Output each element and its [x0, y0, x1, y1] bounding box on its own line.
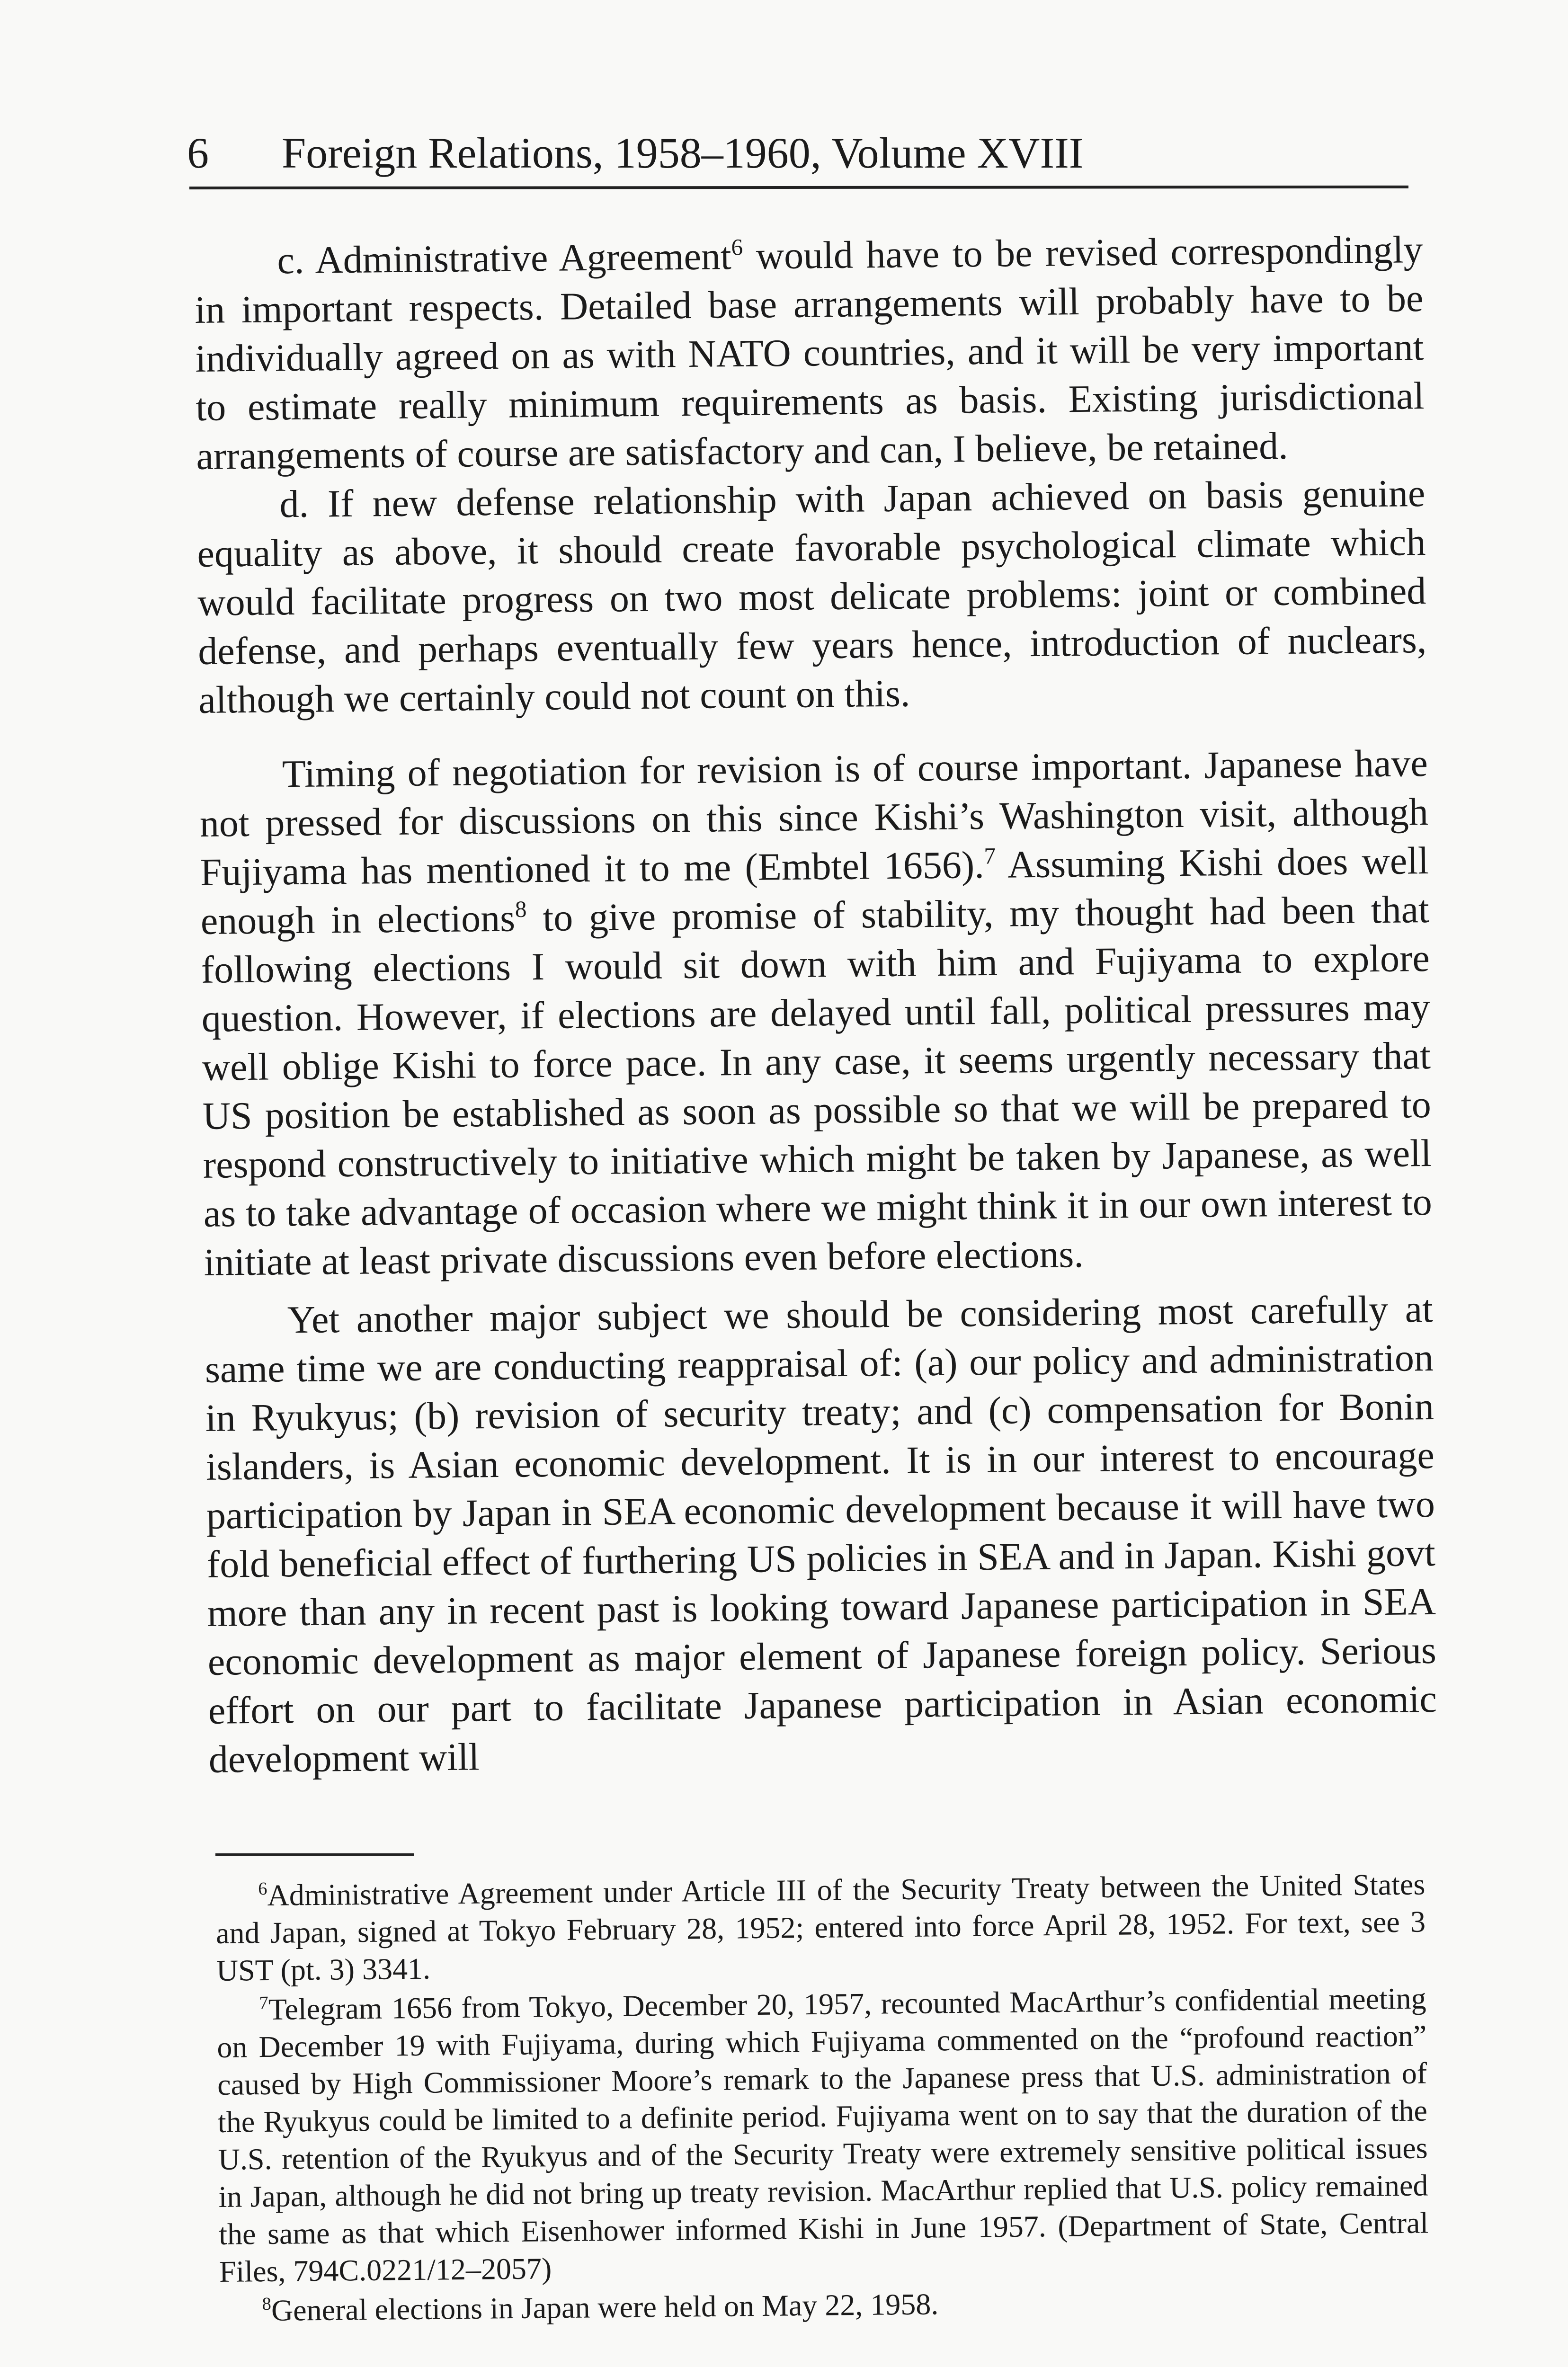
footnote-6: $^6$Administrative Agreement under Article III of the Security Treaty between the United States and Japan, signed at Tokyo February 28, 1952; entered into force April 28, 1952. For text, see 3 UST (pt. 3) 3341.: [215, 1867, 1426, 1987]
running-title: Foreign Relations, 1958–1960, Volume XVIII: [282, 129, 1084, 177]
paragraph-marker: c.: [277, 238, 304, 282]
footnote-divider: [215, 1853, 414, 1856]
paragraph-marker: d.: [279, 482, 309, 526]
footnote-ref-6[interactable]: 6: [731, 234, 743, 260]
paragraph-d: d. If new defense relationship with Japan achieved on basis genuine equality as above, it should create favorable psychological climate which would facilitate progress on two most delicate problems: joint or combined defense, and perhaps eventually few years hence, introduction of nuclears, although we certainly could not count on this.: [196, 472, 1427, 721]
footnote-number: 7: [259, 1993, 268, 2013]
header-rule: [189, 186, 1408, 189]
paragraph-c: c. Administrative Agreement$^6$ would have to be revised correspondingly in important respects. Detailed base arrangements will probably have to be individually agreed on as with NATO countries, and it will be very important to estimate really minimum requirements as basis. Existing jurisdictional arrangements of course are satisfactory and can, I believe, be retained.: [195, 228, 1425, 478]
running-header: [187, 127, 1408, 179]
footnote-ref-8[interactable]: 8: [515, 896, 527, 923]
paragraph-timing: Timing of negotiation for revision is of course important. Japanese have not pressed for discussions on this since Kishi’s Washington visit, although Fujiyama has mentioned it to me (Embtel 1656).$^7$ Assuming Kishi does well enough in elections$^8$ to give promise of stability, my thought had been that following elections I would sit down with him and Fujiyama to explore question. However, if elections are delayed until fall, political pressures may well oblige Kishi to force pace. In any case, it seems urgently necessary that US position be established as soon as possible so that we will be prepared to respond constructively to initiative which might be taken by Japanese, as well as to take advantage of occasion where we might think it in our own interest to initiate at least private discussions even before elections.: [199, 741, 1433, 1284]
footnote-number: 8: [262, 2294, 272, 2314]
page-number: 6: [187, 129, 209, 177]
footnote-7: $^7$Telegram 1656 from Tokyo, December 20, 1957, recounted MacArthur’s confidential meeting on December 19 with Fujiyama, during which Fujiyama commented on the “profound reaction” caused by High Commissioner Moore’s remark to the Japanese press that U.S. administration of the Ryukyus could be limited to a definite period. Fujiyama went on to say that the duration of the U.S. retention of the Ryukyus and of the Security Treaty were extremely sensitive political issues in Japan, although he did not bring up treaty revision. MacArthur replied that U.S. policy remained the same as that which Eisenhower informed Kishi in June 1957. (Department of State, Central Files, 794C.0221/12–2057): [217, 1981, 1429, 2288]
footnotes: [215, 1865, 1429, 2331]
footnote-8: $^8$General elections in Japan were held on May 22, 1958.: [262, 2287, 939, 2327]
body-text: [194, 225, 1437, 1784]
paragraph-asian-development: Yet another major subject we should be considering most carefully at same time we are conducting reappraisal of: (a) our policy and administration in Ryukyus; (b) revision of security treaty; and (c) compensation for Bonin islanders, is Asian economic development. It is in our interest to encourage participation by Japan in SEA economic development because it will have two fold beneficial effect of furthering US policies in SEA and in Japan. Kishi govt more than any in recent past is looking toward Japanese participation in SEA economic development as major element of Japanese foreign policy. Serious effort on our part to facilitate Japanese participation in Asian economic development will: [205, 1287, 1437, 1781]
footnote-ref-7[interactable]: 7: [984, 843, 996, 869]
footnote-number: 6: [258, 1878, 267, 1899]
